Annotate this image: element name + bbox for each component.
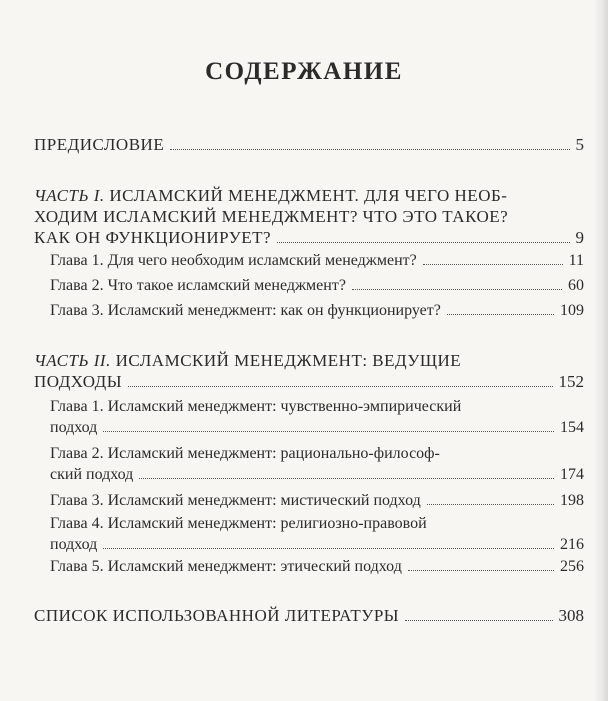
page-number: 9 [575,228,584,247]
part-title-line-2: ХОДИМ ИСЛАМСКИЙ МЕНЕДЖМЕНТ? ЧТО ЭТО ТАКОЕ? [34,207,509,226]
leader-dots [139,478,554,479]
page-number: 60 [568,277,584,294]
toc-entry-p2-chapter-4[interactable] [50,513,584,555]
part-prefix: ЧАСТЬ I. [34,186,105,205]
leader-dots [170,149,569,150]
page-number: 152 [558,372,584,391]
leader-dots [408,570,554,571]
leader-dots [447,314,554,315]
toc-entry-preface[interactable] [34,134,584,155]
page-number: 154 [560,419,584,436]
page-number: 5 [575,135,584,154]
page-number: 308 [558,606,584,625]
toc-entry-p2-chapter-1[interactable] [50,396,584,438]
toc-entry-p2-chapter-5[interactable] [50,556,584,577]
leader-dots [423,264,563,265]
leader-dots [352,289,562,290]
chapter-label: Глава 3. Исламский менеджмент: как он функционирует? [50,302,441,319]
part-title-line-3: КАК ОН ФУНКЦИОНИРУЕТ? [34,228,272,247]
leader-dots [103,548,554,549]
leader-dots [427,504,554,505]
part-title-line-1: ИСЛАМСКИЙ МЕНЕДЖМЕНТ: ВЕДУЩИЕ [115,351,462,370]
toc-entry-p2-chapter-3[interactable] [50,490,584,511]
chapter-label: Глава 2. Что такое исламский менеджмент? [50,277,346,294]
chapter-label-line-2: подход [50,419,98,436]
page-number: 174 [560,466,584,483]
toc-entry-p1-chapter-2[interactable] [50,275,584,296]
page-number: 109 [560,302,584,319]
leader-dots [103,431,554,432]
part-prefix: ЧАСТЬ II. [34,351,111,370]
entry-label: ПРЕДИСЛОВИЕ [34,135,165,154]
page-number: 11 [568,252,584,269]
chapter-label: Глава 3. Исламский менеджмент: мистический подход [50,492,421,509]
page-number: 216 [560,536,584,553]
toc-entry-bibliography[interactable] [34,605,584,626]
chapter-label: Глава 5. Исламский менеджмент: этический подход [50,558,402,575]
toc-entry-p1-chapter-3[interactable] [50,300,584,321]
part-title-line-2: ПОДХОДЫ [34,372,123,391]
chapter-label-line-2: подход [50,536,98,553]
chapter-label-line-1: Глава 4. Исламский менеджмент: религиозно-правовой [50,515,427,532]
leader-dots [277,242,569,243]
toc-entry-part-2[interactable] [34,350,584,392]
toc-entry-part-1[interactable] [34,185,584,248]
part-title-line-1: ИСЛАМСКИЙ МЕНЕДЖМЕНТ. ДЛЯ ЧЕГО НЕОБ- [109,186,508,205]
page-number: 198 [560,492,584,509]
chapter-label-line-2: ский подход [50,466,134,483]
page-title: СОДЕРЖАНИЕ [205,58,403,85]
toc-entry-p2-chapter-2[interactable] [50,443,584,485]
chapter-label: Глава 1. Для чего необходим исламский менеджмент? [50,252,417,269]
toc-entry-p1-chapter-1[interactable] [50,250,584,271]
chapter-label-line-1: Глава 1. Исламский менеджмент: чувственно-эмпирический [50,398,462,415]
page-edge-shadow [594,0,608,701]
page-number: 256 [560,558,584,575]
chapter-label-line-1: Глава 2. Исламский менеджмент: рационально-философ- [50,445,440,462]
entry-label: СПИСОК ИСПОЛЬЗОВАННОЙ ЛИТЕРАТУРЫ [34,606,400,625]
leader-dots [405,620,552,621]
leader-dots [128,386,552,387]
